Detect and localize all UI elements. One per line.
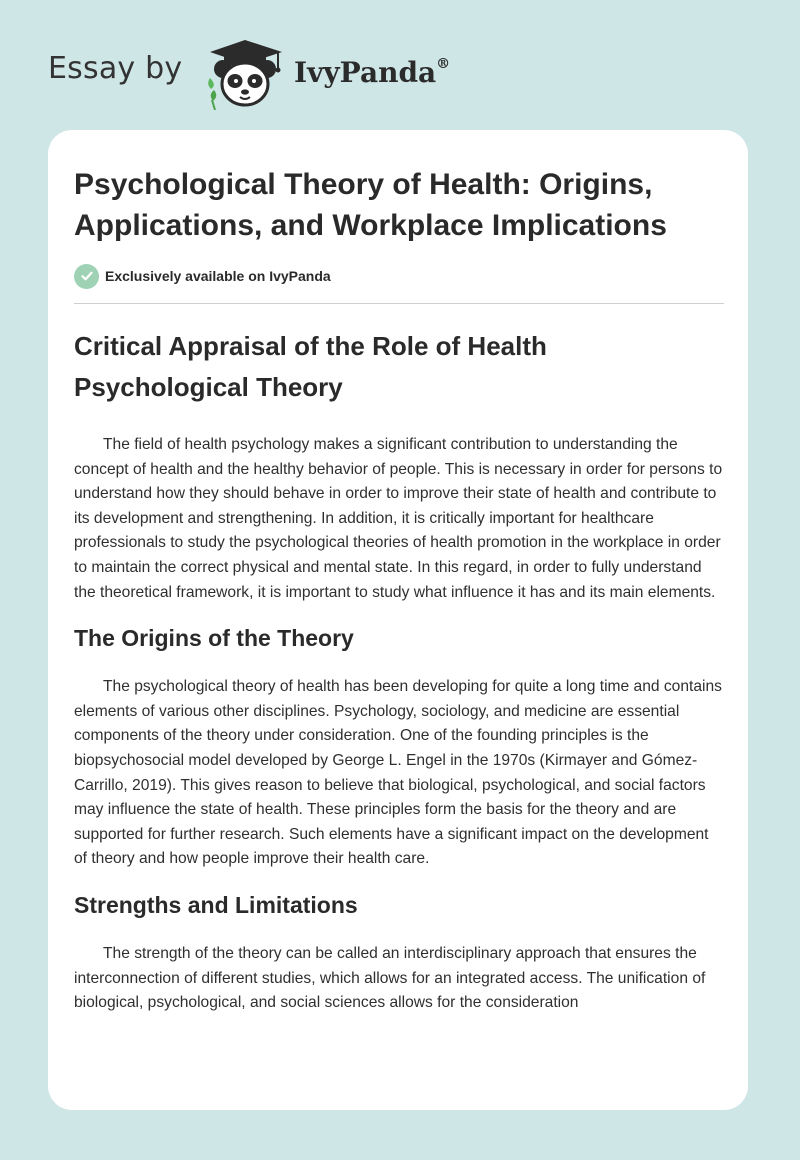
article-content: [74, 164, 724, 1016]
article-title: Psychological Theory of Health: Origins, Applications, and Workplace Implications: [74, 168, 667, 242]
divider: [74, 303, 724, 304]
ivypanda-logo-icon[interactable]: [204, 34, 286, 110]
section-paragraph: The psychological theory of health has been developing for quite a long time and contains elements of various other disciplines. Psychology, sociology, and medicine are essential components of the theory under consideration. One of the founding principles is the biopsychosocial model developed by George L. Engel in the 1970s (Kirmayer and Gómez-Carrillo, 2019). This gives reason to believe that biological, psychological, and social factors may influence the state of health. These principles form the basis for the theory and are supported for further research. Such elements have a significant impact on the development of theory and how people improve their health care.: [74, 678, 722, 868]
subsection-heading: Strengths and Limitations: [74, 891, 358, 918]
brand-name[interactable]: IvyPanda®: [294, 55, 451, 89]
check-icon: [74, 264, 99, 289]
subsection-heading: The Origins of the Theory: [74, 625, 354, 652]
section-paragraph: The strength of the theory can be called an interdisciplinary approach that ensures the interconnection of different studies, which allows for an integrated access. The unification of biological, psychological, and social sciences allows for the consideration: [74, 944, 706, 1012]
exclusive-badge-label: Exclusively available on IvyPanda: [105, 268, 331, 284]
essay-by-label: Essay by: [48, 51, 183, 86]
article-card: [48, 130, 748, 1110]
section-paragraph: The field of health psychology makes a significant contribution to understanding the concept of health and the healthy behavior of people. This is necessary in order for persons to understand how they should behave in order to improve their state of health and contribute to its development and strengthening. In addition, it is critically important for healthcare professionals to study the psychological theories of health promotion in the workplace in order to maintain the correct physical and mental state. In this regard, in order to fully understand the theoretical framework, it is important to study what influence it has and its main elements.: [74, 436, 723, 601]
section-heading: Critical Appraisal of the Role of Health Psychological Theory: [74, 331, 547, 402]
site-header: [48, 30, 488, 110]
exclusive-badge: [74, 263, 724, 289]
